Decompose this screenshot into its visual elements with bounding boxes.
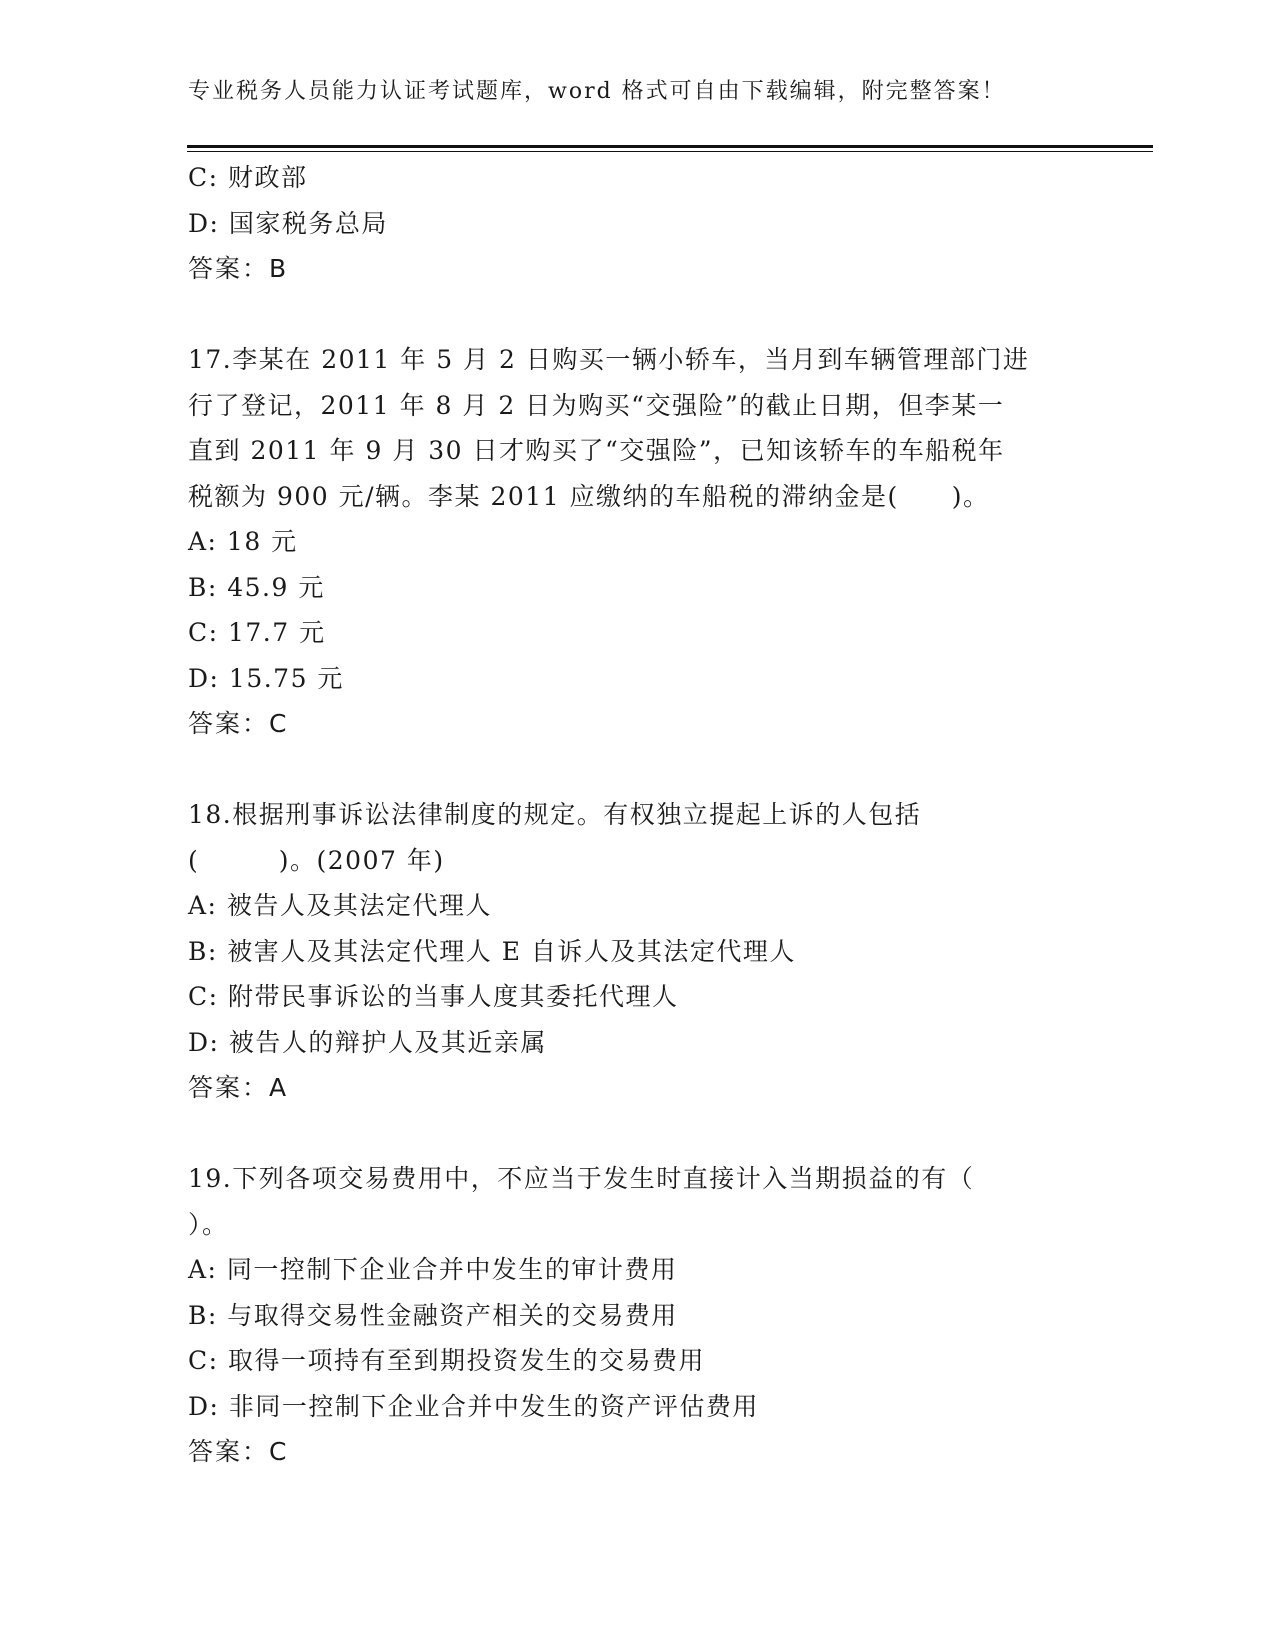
option-a: A: 同一控制下企业合并中发生的审计费用	[188, 1255, 678, 1284]
question-stem-line: 税额为 900 元/辆。李某 2011 应缴纳的车船税的滞纳金是( )。	[188, 481, 990, 511]
question-17	[188, 337, 1068, 747]
option-c: C: 附带民事诉讼的当事人度其委托代理人	[188, 982, 679, 1011]
header-rule-thick	[187, 145, 1153, 148]
option-d: D: 非同一控制下企业合并中发生的资产评估费用	[188, 1391, 759, 1421]
question-18	[188, 792, 1068, 1111]
spacer	[188, 747, 1068, 793]
question-16-tail	[188, 155, 1068, 292]
option-d: D: 被告人的辩护人及其近亲属	[188, 1027, 547, 1057]
document-body	[188, 155, 1068, 1475]
question-stem-line: 18.根据刑事诉讼法律制度的规定。有权独立提起上诉的人包括	[188, 800, 922, 829]
option-c: C: 17.7 元	[188, 618, 326, 647]
question-stem-line: ( )。(2007 年)	[188, 845, 445, 875]
option-d: D: 国家税务总局	[188, 208, 388, 238]
answer: 答案：C	[188, 1437, 289, 1466]
answer: 答案：C	[188, 709, 289, 738]
question-stem-line: ）。	[188, 1209, 229, 1239]
option-c: C: 财政部	[188, 163, 308, 192]
question-19	[188, 1156, 1068, 1475]
option-b: B: 与取得交易性金融资产相关的交易费用	[188, 1300, 678, 1330]
question-stem-line: 直到 2011 年 9 月 30 日才购买了“交强险”，已知该轿车的车船税年	[188, 436, 1005, 465]
spacer	[188, 292, 1068, 338]
option-a: A: 18 元	[188, 527, 298, 556]
question-stem-line: 17.李某在 2011 年 5 月 2 日购买一辆小轿车，当月到车辆管理部门进	[188, 345, 1030, 374]
option-c: C: 取得一项持有至到期投资发生的交易费用	[188, 1346, 705, 1375]
option-b: B: 45.9 元	[188, 572, 325, 602]
answer: 答案：A	[188, 1073, 289, 1102]
question-stem-line: 19.下列各项交易费用中，不应当于发生时直接计入当期损益的有（	[188, 1164, 975, 1193]
page-header: 专业税务人员能力认证考试题库，word 格式可自由下载编辑，附完整答案！	[188, 79, 1006, 104]
question-stem-line: 行了登记，2011 年 8 月 2 日为购买“交强险”的截止日期，但李某一	[188, 390, 1005, 420]
option-d: D: 15.75 元	[188, 663, 344, 693]
answer: 答案：B	[188, 254, 289, 283]
header-rule-thin	[187, 151, 1153, 152]
option-a: A: 被告人及其法定代理人	[188, 891, 492, 920]
spacer	[188, 1111, 1068, 1157]
option-b: B: 被害人及其法定代理人 E 自诉人及其法定代理人	[188, 936, 796, 966]
